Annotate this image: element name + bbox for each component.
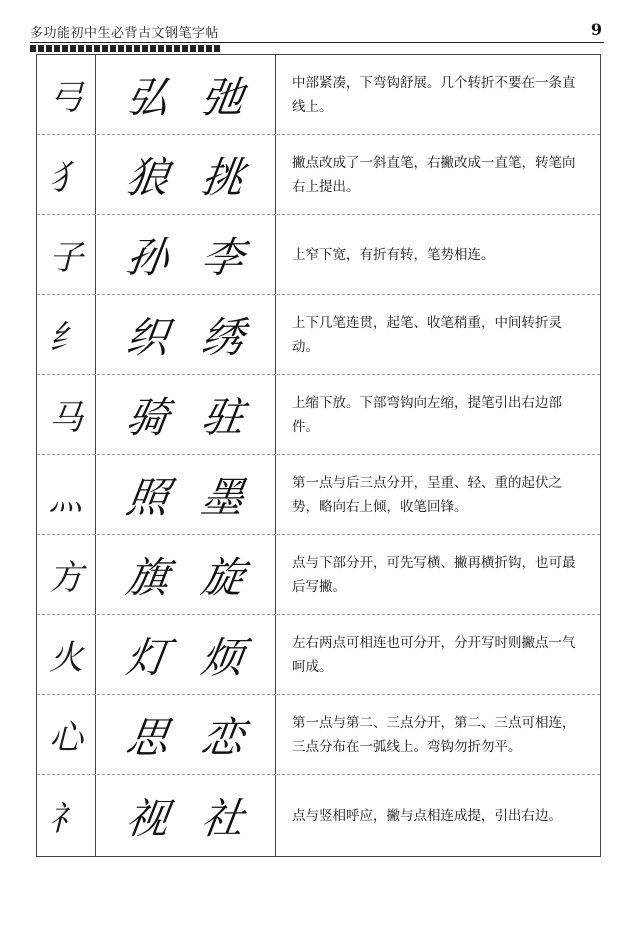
example-character: 骑 [122,392,172,442]
radical-cell: 纟 [37,295,96,374]
example-characters [96,615,276,694]
page-number: 9 [590,20,602,39]
copybook-table [36,54,601,857]
header-arrow-ornament [30,45,220,52]
writing-tip: 中部紧凑，下弯钩舒展。几个转折不要在一条直线上。 [292,74,576,115]
example-character: 驻 [198,392,248,442]
example-characters [96,55,276,134]
example-character: 恋 [198,712,248,762]
radical-cell: 火 [37,615,96,694]
writing-tip: 上缩下放。下部弯钩向左缩，提笔引出右边部件。 [292,394,562,435]
example-character: 挑 [198,152,248,202]
table-row [37,455,600,535]
book-title: 多功能初中生必背古文钢笔字帖 [30,26,220,41]
writing-tip: 上下几笔连贯，起笔、收笔稍重，中间转折灵动。 [292,314,562,355]
example-character: 弘 [122,72,172,122]
radical-cell: 灬 [37,455,96,534]
radical-cell: 子 [37,215,96,294]
page-header [30,18,604,52]
table-row [37,775,600,856]
example-character: 织 [122,312,172,362]
example-character: 弛 [198,72,248,122]
table-row [37,215,600,295]
example-character: 思 [122,712,172,762]
example-character: 旗 [122,552,172,602]
example-character: 李 [198,232,248,282]
example-character: 绣 [198,312,248,362]
example-characters [96,135,276,214]
header-rule [30,42,604,43]
example-character: 照 [122,472,172,522]
radical-cell: 犭 [37,135,96,214]
example-character: 视 [122,793,172,843]
radical-cell: 心 [37,695,96,774]
radical-cell: 马 [37,375,96,454]
table-row [37,375,600,455]
example-character: 墨 [198,472,248,522]
example-character: 孙 [122,232,172,282]
example-character: 烦 [198,632,248,682]
writing-tip: 第一点与第二、三点分开，第二、三点可相连，三点分布在一弧线上。弯钩勿折勿平。 [292,714,576,755]
example-character: 社 [198,793,248,843]
example-characters [96,535,276,614]
example-characters [96,455,276,534]
radical-cell: 弓 [37,55,96,134]
writing-tip: 点与竖相呼应，撇与点相连成提，引出右边。 [292,807,562,824]
example-characters [96,215,276,294]
example-characters [96,775,276,856]
writing-tip: 左右两点可相连也可分开，分开写时则撇点一气呵成。 [292,634,576,675]
example-character: 狼 [122,152,172,202]
example-character: 旋 [198,552,248,602]
example-characters [96,695,276,774]
writing-tip: 撇点改成了一斜直笔，右撇改成一直笔，转笔向右上提出。 [292,154,576,195]
writing-tip: 点与下部分开，可先写横、撇再横折钩，也可最后写撇。 [292,554,576,595]
example-character: 灯 [122,632,172,682]
writing-tip: 上窄下宽，有折有转，笔势相连。 [292,246,495,263]
table-row [37,535,600,615]
table-row [37,55,600,135]
table-row [37,615,600,695]
table-row [37,135,600,215]
example-characters [96,375,276,454]
writing-tip: 第一点与后三点分开，呈重、轻、重的起伏之势，略向右上倾，收笔回锋。 [292,474,562,515]
radical-cell: 礻 [37,775,96,856]
radical-cell: 方 [37,535,96,614]
example-characters [96,295,276,374]
table-row [37,295,600,375]
table-row [37,695,600,775]
